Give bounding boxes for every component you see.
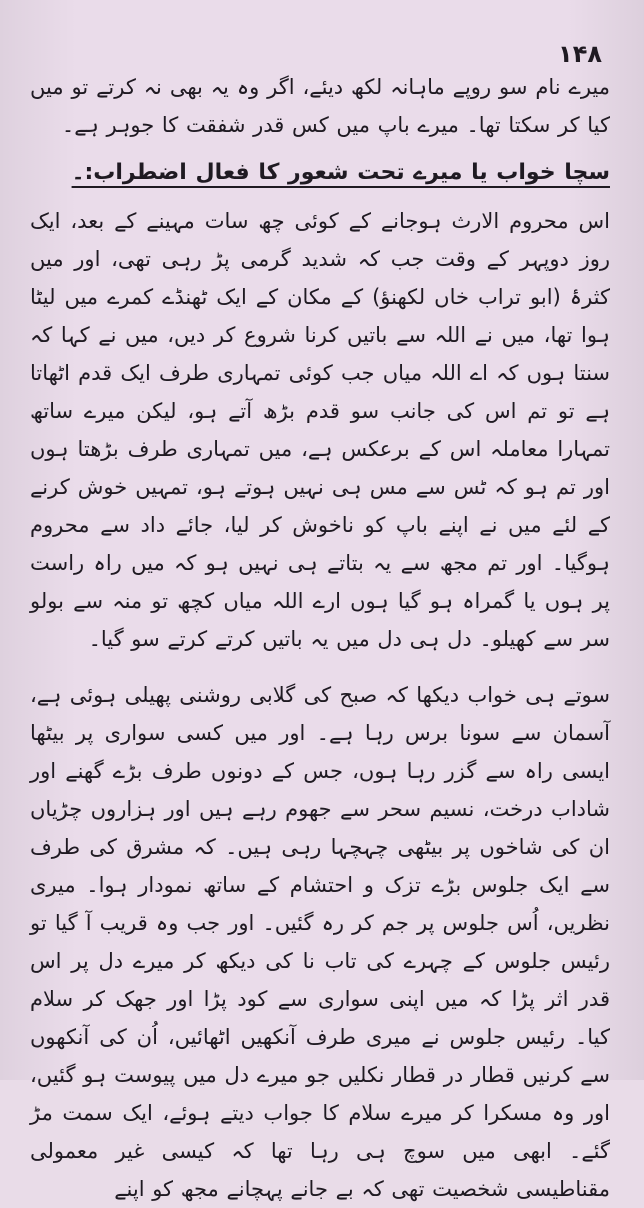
paragraph-2: اس محروم الارث ہوجانے کے کوئی چھ سات مہینے کے بعد، ایک روز دوپہر کے وقت جب کہ شدید گرمی پڑ رہی تھی، اور میں کثرۂ (ابو تراب خاں لکھنؤ) کے مکان کے ایک ٹھنڈے کمرے میں لیٹا ہوا تھا، میں نے اللہ سے باتیں کرنا شروع کر دیں، میں نے کہا کہ سنتا ہوں کہ اے اللہ میاں جب کوئی تمہاری طرف ایک قدم اٹھاتا ہے تو تم اس کی جانب سو قدم بڑھ آتے ہو، لیکن میرے ساتھ تمہارا معاملہ اس کے برعکس ہے، میں تمہاری طرف بڑھتا ہوں اور تم ہو کہ ٹس سے مس ہی نہیں ہوتے ہو، تمہیں خوش کرنے کے لئے میں نے اپنے باپ کو ناخوش کر لیا، جائے داد سے محروم ہوگیا۔ اور تم مجھ سے یہ بتاتے ہی نہیں ہو کہ میں راہ راست پر ہوں یا گمراہ ہو گیا ہوں ارے اللہ میاں کچھ تو منہ سے بولو سر سے کھیلو۔ دل ہی دل میں یہ باتیں کرتے کرتے سو گیا۔ — [30, 209, 610, 651]
page-number: ۱۴۸ — [558, 40, 602, 68]
paragraph-3: سوتے ہی خواب دیکھا کہ صبح کی گلابی روشنی پھیلی ہوئی ہے، آسمان سے سونا برس رہا ہے۔ اور میں کسی سواری پر بیٹھا ایسی راہ سے گزر رہا ہوں، جس کے دونوں طرف بڑے گھنے اور شاداب درخت، نسیم سحر سے جھوم رہے ہیں اور ہزاروں چڑیاں ان کی شاخوں پر بیٹھی چہچہا رہی ہیں۔ کہ مشرق کی طرف سے ایک جلوس بڑے تزک و احتشام کے ساتھ نمودار ہوا۔ میری نظریں، اُس جلوس پر جم کر رہ گئیں۔ اور جب وہ قریب آ گیا تو رئیس جلوس کے چہرے کی تاب نا کی دیکھ کر میرے دل پر اس قدر اثر پڑا کہ میں اپنی سواری سے کود پڑا اور جھک کر سلام کیا۔ رئیس جلوس نے میری طرف آنکھیں اٹھائیں، اُن کی آنکھوں سے کرنیں قطار در قطار نکلیں جو میرے دل میں پیوست ہو گئیں، اور وہ مسکرا کر میرے سلام کا جواب دیتے ہوئے، ایک سمت مڑ گئے۔ ابھی میں سوچ ہی رہا تھا کہ کیسی غیر معمولی مقناطیسی شخصیت تھی کہ بے جانے پہچانے مجھ کو اپنے — [30, 683, 610, 1201]
page-content — [30, 68, 610, 1208]
section-heading: سچا خواب یا میرے تحت شعور کا فعال اضطراب:۔ — [71, 160, 610, 185]
paragraph-1: میرے نام سو روپے ماہانہ لکھ دیئے، اگر وہ یہ بھی نہ کرتے تو میں کیا کر سکتا تھا۔ میرے باپ میں کس قدر شفقت کا جوہر ہے۔ — [30, 75, 610, 137]
paragraph-gap — [30, 668, 610, 676]
